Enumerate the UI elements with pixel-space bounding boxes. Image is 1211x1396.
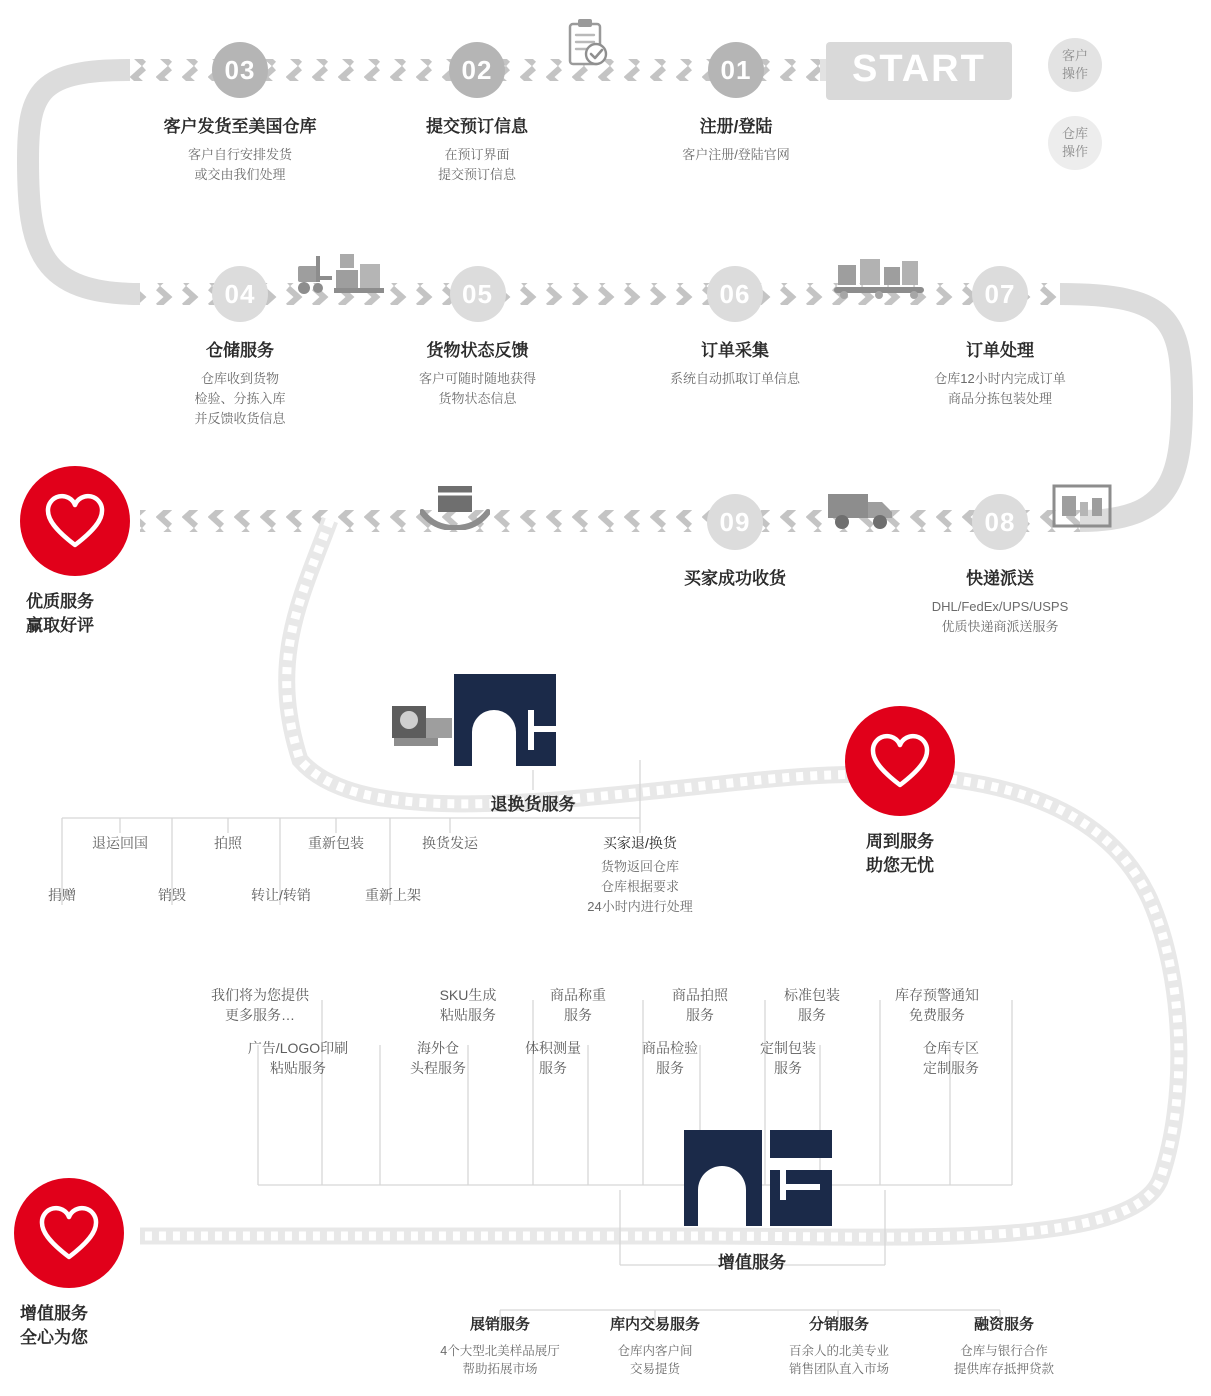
legend-customer-op-line1: 客户 [1061,48,1088,63]
legend-customer-op [1048,38,1102,92]
value-added-bottom-1[interactable] [580,1313,730,1378]
legend-customer-op-circle [1048,38,1102,92]
step-04-title: 仓储服务 [206,341,274,360]
step-02-number: 02 [449,42,505,98]
value-added-warehouse-graphic [684,1130,844,1226]
returns-lower-3-label: 重新上架 [365,887,421,903]
step-01-title: 注册/登陆 [699,117,773,136]
step-07-title: 订单处理 [966,341,1034,360]
package-handover-icon [420,484,490,530]
value-added-upper-4-line1: 库存预警通知 [895,987,979,1003]
value-added-upper-1-line2: 服务 [564,1007,592,1023]
step-08[interactable] [910,494,1090,637]
returns-lower-0[interactable] [12,885,112,905]
returns-main[interactable] [560,833,720,917]
start-badge [826,42,1012,100]
legend-warehouse-op-line1: 仓库 [1061,126,1088,141]
value-added-bottom-3[interactable] [925,1313,1083,1378]
step-07[interactable] [910,266,1090,409]
value-added-bottom-2[interactable] [760,1313,918,1378]
heart-1-line2: 赢取好评 [26,616,94,635]
delivery-truck-icon [826,486,900,530]
value-added-upper-3-line1: 标准包装 [784,987,840,1003]
step-05-desc1: 客户可随时随地获得 [418,371,536,386]
step-07-number: 07 [972,266,1028,322]
value-added-title [672,1248,832,1273]
step-05-title: 货物状态反馈 [426,341,529,360]
returns-upper-2-label: 重新包装 [308,835,364,851]
step-04[interactable] [165,266,315,429]
value-added-upper-3[interactable] [747,985,877,1025]
value-added-bottom-1-d2: 交易提货 [629,1362,680,1376]
step-05-desc2: 货物状态信息 [438,391,517,406]
value-added-lower-1[interactable] [373,1038,503,1078]
step-03-title: 客户发货至美国仓库 [163,117,317,136]
value-added-bottom-1-d1: 仓库内客户间 [617,1344,693,1358]
value-added-more-line2: 更多服务… [225,1007,295,1023]
value-added-title-text: 增值服务 [718,1253,786,1272]
value-added-lower-0-line1: 广告/LOGO印刷 [247,1040,349,1056]
value-added-bottom-3-d2: 提供库存抵押贷款 [953,1362,1054,1376]
step-03[interactable] [160,42,320,185]
heart-2-line1: 周到服务 [866,832,934,851]
legend-warehouse-op [1048,116,1102,170]
value-added-bottom-0[interactable] [425,1313,575,1378]
value-added-bottom-2-d1: 百余人的北美专业 [788,1344,889,1358]
step-01[interactable] [676,42,796,165]
value-added-bottom-3-d1: 仓库与银行合作 [960,1344,1048,1358]
value-added-more-line1: 我们将为您提供 [211,987,309,1003]
returns-lower-2[interactable] [222,885,340,905]
heart-icon-2 [845,706,955,816]
step-02-desc1: 在预订界面 [444,147,510,162]
value-added-bottom-3-name: 融资服务 [973,1316,1034,1333]
value-added-lower-5[interactable] [886,1038,1016,1078]
heart-2-line2: 助您无忧 [866,856,934,875]
step-01-number: 01 [708,42,764,98]
returns-title [453,790,613,815]
value-added-upper-2[interactable] [635,985,765,1025]
heart-icon-3 [14,1178,124,1288]
step-03-number: 03 [212,42,268,98]
value-added-lower-0[interactable] [223,1038,373,1078]
legend-customer-op-line2: 操作 [1061,66,1088,81]
value-added-bottom-0-d1: 4个大型北美样品展厅 [440,1344,560,1358]
value-added-upper-0-line2: 粘贴服务 [440,1007,496,1023]
value-added-upper-2-line2: 服务 [686,1007,714,1023]
value-added-lower-2[interactable] [488,1038,618,1078]
value-added-upper-1-line1: 商品称重 [550,987,606,1003]
returns-upper-1-label: 拍照 [214,835,242,851]
value-added-bottom-2-name: 分销服务 [808,1316,869,1333]
step-05[interactable] [400,266,555,409]
returns-main-d3: 24小时内进行处理 [587,899,693,914]
legend-warehouse-op-line2: 操作 [1061,144,1088,159]
heart-3-line1: 增值服务 [20,1304,88,1323]
step-06-desc1: 系统自动抓取订单信息 [669,371,800,386]
value-added-lower-4-line2: 服务 [774,1060,802,1076]
value-added-bottom-1-name: 库内交易服务 [609,1316,700,1333]
step-04-desc3: 并反馈收货信息 [194,411,286,426]
step-07-desc1: 仓库12小时内完成订单 [934,371,1066,386]
returns-main-d1: 货物返回仓库 [600,859,679,874]
returns-upper-0-label: 退运回国 [92,835,148,851]
heart-badge-2 [845,706,961,878]
step-08-title: 快递派送 [966,569,1034,588]
step-09-number: 09 [707,494,763,550]
returns-lower-0-label: 捐赠 [48,887,76,903]
step-04-desc2: 检验、分拣入库 [194,391,286,406]
step-04-desc1: 仓库收到货物 [200,371,279,386]
step-09[interactable] [655,494,815,589]
step-08-number: 08 [972,494,1028,550]
heart-badge-1 [20,466,130,638]
value-added-lower-2-line2: 服务 [539,1060,567,1076]
returns-upper-3-label: 换货发运 [422,835,478,851]
step-06-number: 06 [707,266,763,322]
returns-lower-3[interactable] [338,885,448,905]
value-added-upper-2-line1: 商品拍照 [672,987,728,1003]
value-added-upper-0-line1: SKU生成 [439,987,497,1003]
returns-upper-0[interactable] [70,833,170,853]
returns-lower-1[interactable] [122,885,222,905]
step-02[interactable] [417,42,537,185]
heart-1-line1: 优质服务 [26,592,94,611]
step-09-title: 买家成功收货 [684,569,786,588]
returns-main-name: 买家退/换货 [603,835,677,851]
step-03-desc1: 客户自行安排发货 [187,147,292,162]
returns-lower-1-label: 销毁 [158,887,186,903]
heart-badge-3 [14,1178,124,1350]
start-label: START [826,42,1012,100]
returns-upper-3[interactable] [400,833,500,853]
value-added-lower-5-line2: 定制服务 [923,1060,979,1076]
value-added-lower-3[interactable] [605,1038,735,1078]
step-07-desc2: 商品分拣包装处理 [947,391,1052,406]
returns-upper-1[interactable] [178,833,278,853]
value-added-bottom-0-d2: 帮助拓展市场 [462,1362,538,1376]
value-added-more [185,985,335,1025]
step-02-desc2: 提交预订信息 [437,167,516,182]
heart-icon-1 [20,466,130,576]
step-05-number: 05 [450,266,506,322]
value-added-lower-1-line2: 头程服务 [410,1060,466,1076]
value-added-lower-2-line1: 体积测量 [525,1040,581,1056]
step-08-desc2: 优质快递商派送服务 [941,619,1059,634]
value-added-lower-4[interactable] [723,1038,853,1078]
step-03-desc2: 或交由我们处理 [194,167,286,182]
value-added-lower-3-line2: 服务 [656,1060,684,1076]
value-added-upper-3-line2: 服务 [798,1007,826,1023]
returns-lower-2-label: 转让/转销 [251,887,311,903]
value-added-lower-1-line1: 海外仓 [417,1040,459,1056]
step-04-number: 04 [212,266,268,322]
heart-3-line2: 全心为您 [20,1328,88,1347]
value-added-lower-4-line1: 定制包装 [760,1040,816,1056]
step-02-title: 提交预订信息 [426,117,528,136]
step-08-desc1: DHL/FedEx/UPS/USPS [931,599,1069,614]
returns-title-text: 退换货服务 [490,795,576,814]
value-added-lower-0-line2: 粘贴服务 [270,1060,326,1076]
value-added-lower-3-line1: 商品检验 [642,1040,698,1056]
value-added-bottom-2-d2: 销售团队直入市场 [788,1362,889,1376]
value-added-lower-5-line1: 仓库专区 [923,1040,979,1056]
step-06[interactable] [655,266,815,389]
returns-upper-2[interactable] [286,833,386,853]
value-added-upper-4-line2: 免费服务 [909,1007,965,1023]
clipboard-check-icon [560,18,610,70]
returns-warehouse-graphic [392,670,617,770]
value-added-bottom-0-name: 展销服务 [469,1316,530,1333]
value-added-upper-4[interactable] [862,985,1012,1025]
legend-warehouse-op-circle [1048,116,1102,170]
returns-main-d2: 仓库根据要求 [600,879,679,894]
step-01-desc1: 客户注册/登陆官网 [682,147,790,162]
step-06-title: 订单采集 [701,341,769,360]
value-added-upper-1[interactable] [513,985,643,1025]
